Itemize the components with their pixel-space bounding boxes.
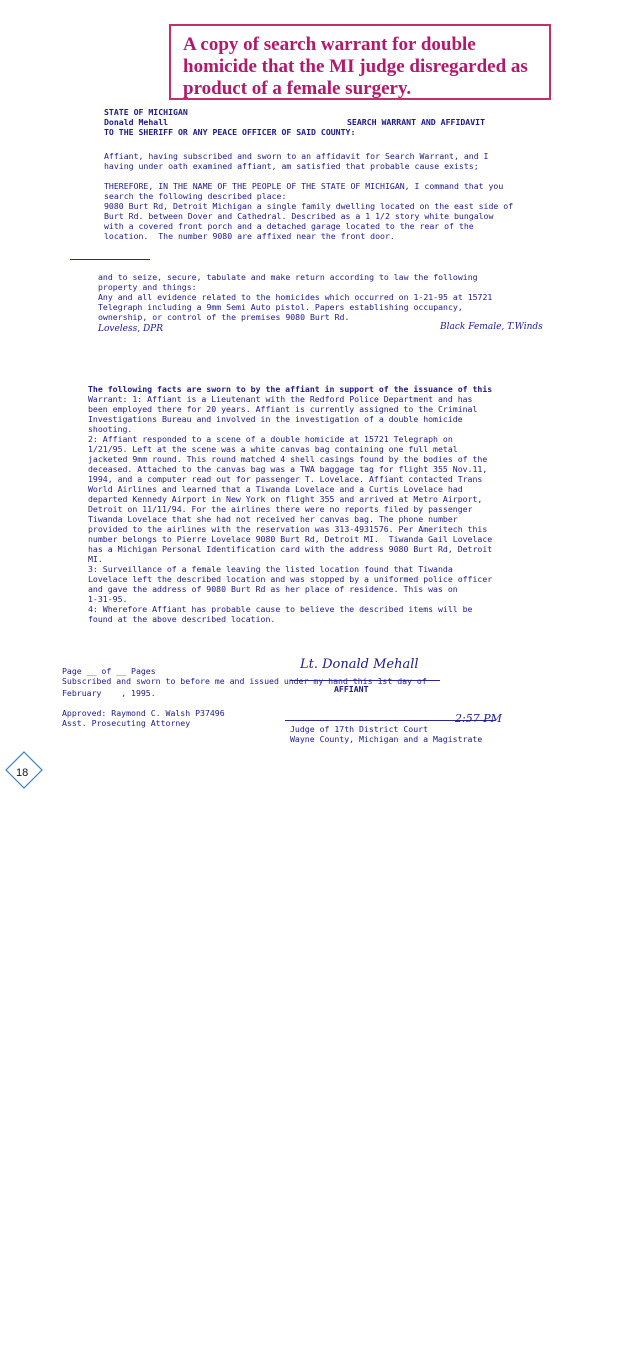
facts-line: 3: Surveillance of a female leaving the listed location found that Tiwanda [88,564,453,574]
command-line: location. The number 9080 are affixed near the front door. [104,231,395,241]
facts-line: 2: Affiant responded to a scene of a double homicide at 15721 Telegraph on [88,434,453,444]
approved-line: Approved: Raymond C. Walsh P37496 [62,708,225,718]
facts-line: 1/21/95. Left at the scene was a white canvas bag containing one full metal [88,444,458,454]
facts-line: 4: Wherefore Affiant has probable cause to believe the described items will be [88,604,473,614]
command-line: THEREFORE, IN THE NAME OF THE PEOPLE OF THE STATE OF MICHIGAN, I command that you [104,181,504,191]
date-line: February , 1995. [62,688,156,698]
facts-line: Tiwanda Lovelace that she had not received her canvas bag. The phone number [88,514,458,524]
header-to: TO THE SHERIFF OR ANY PEACE OFFICER OF SAID COUNTY: [104,127,356,137]
judge-line: Wayne County, Michigan and a Magistrate [290,734,483,744]
subscribed-line: Subscribed and sworn to before me and issued under my hand this 1st day of [62,676,427,686]
facts-line: has a Michigan Personal Identification card with the address 9080 Burt Rd, Detroit [88,544,493,554]
facts-line: jacketed 9mm round. This round matched 4 shell casings found by the bodies of the [88,454,488,464]
seize-line: ownership, or control of the premises 9080 Burt Rd. [98,312,350,322]
divider [70,259,150,260]
facts-line: MI. [88,554,103,564]
facts-line: Lovelace left the described location and was stopped by a uniformed police officer [88,574,493,584]
seize-line: Telegraph including a 9mm Semi Auto pistol. Papers establishing occupancy, [98,302,463,312]
affiant-signature: Lt. Donald Mehall [300,657,419,672]
affiant-label: AFFIANT [334,684,369,694]
time-handwritten: 2:57 PM [455,712,502,725]
facts-line: found at the above described location. [88,614,276,624]
facts-line: been employed there for 20 years. Affiant is currently assigned to the Criminal [88,404,478,414]
signature-rule [290,680,440,681]
command-line: search the following described place: [104,191,287,201]
seize-line: Any and all evidence related to the homicides which occurred on 1-21-95 at 15721 [98,292,493,302]
facts-line: number belongs to Pierre Lovelace 9080 Burt Rd, Detroit MI. Tiwanda Gail Lovelace [88,534,493,544]
handwritten-note: Loveless, DPR [98,324,164,334]
facts-line: 1994, and a computer read out for passenger T. Lovelace. Affiant contacted Trans [88,474,483,484]
facts-line: Investigations Bureau and involved in the investigation of a double homicide [88,414,463,424]
facts-line: deceased. Attached to the canvas bag was a TWA baggage tag for flight 355 Nov.11, [88,464,488,474]
facts-line: shooting. [88,424,133,434]
command-line: with a covered front porch and a detached garage located to the rear of the [104,221,474,231]
facts-line: provided to the airlines with the reservation was 313-4931576. Per Ameritech this [88,524,488,534]
callout-text: A copy of search warrant for double homicide that the MI judge disregarded as product of a female surgery. [183,34,528,99]
intro-line: Affiant, having subscribed and sworn to an affidavit for Search Warrant, and I [104,151,489,161]
seize-line: and to seize, secure, tabulate and make return according to law the following [98,272,478,282]
page-number: 18 [16,767,29,779]
facts-line: departed Kennedy Airport in New York on flight 355 and arrived at Metro Airport, [88,494,483,504]
facts-line: Detroit on 11/11/94. For the airlines there were no reports filed by passenger [88,504,473,514]
facts-line: and gave the address of 9080 Burt Rd as her place of residence. This was on [88,584,458,594]
command-line: 9080 Burt Rd, Detroit Michigan a single family dwelling located on the east side of [104,201,514,211]
facts-line: World Airlines and learned that a Tiwanda Lovelace and a Curtis Lovelace had [88,484,463,494]
header-title: SEARCH WARRANT AND AFFIDAVIT [347,117,486,127]
judge-line: Judge of 17th District Court [290,724,429,734]
handwritten-note: Black Female, T.Winds [440,322,543,332]
approved-title: Asst. Prosecuting Attorney [62,718,191,728]
facts-line: 1-31-95. [88,594,128,604]
seize-line: property and things: [98,282,197,292]
facts-line: The following facts are sworn to by the affiant in support of the issuance of this [88,384,493,394]
command-line: Burt Rd. between Dover and Cathedral. Described as a 1 1/2 story white bungalow [104,211,494,221]
page-of: Page __ of __ Pages [62,666,156,676]
header-state: STATE OF MICHIGAN [104,107,188,117]
intro-line: having under oath examined affiant, am satisfied that probable cause exists; [104,161,479,171]
facts-line: Warrant: 1: Affiant is a Lieutenant with the Redford Police Department and has [88,394,473,404]
header-name: Donald Mehall [104,117,169,127]
